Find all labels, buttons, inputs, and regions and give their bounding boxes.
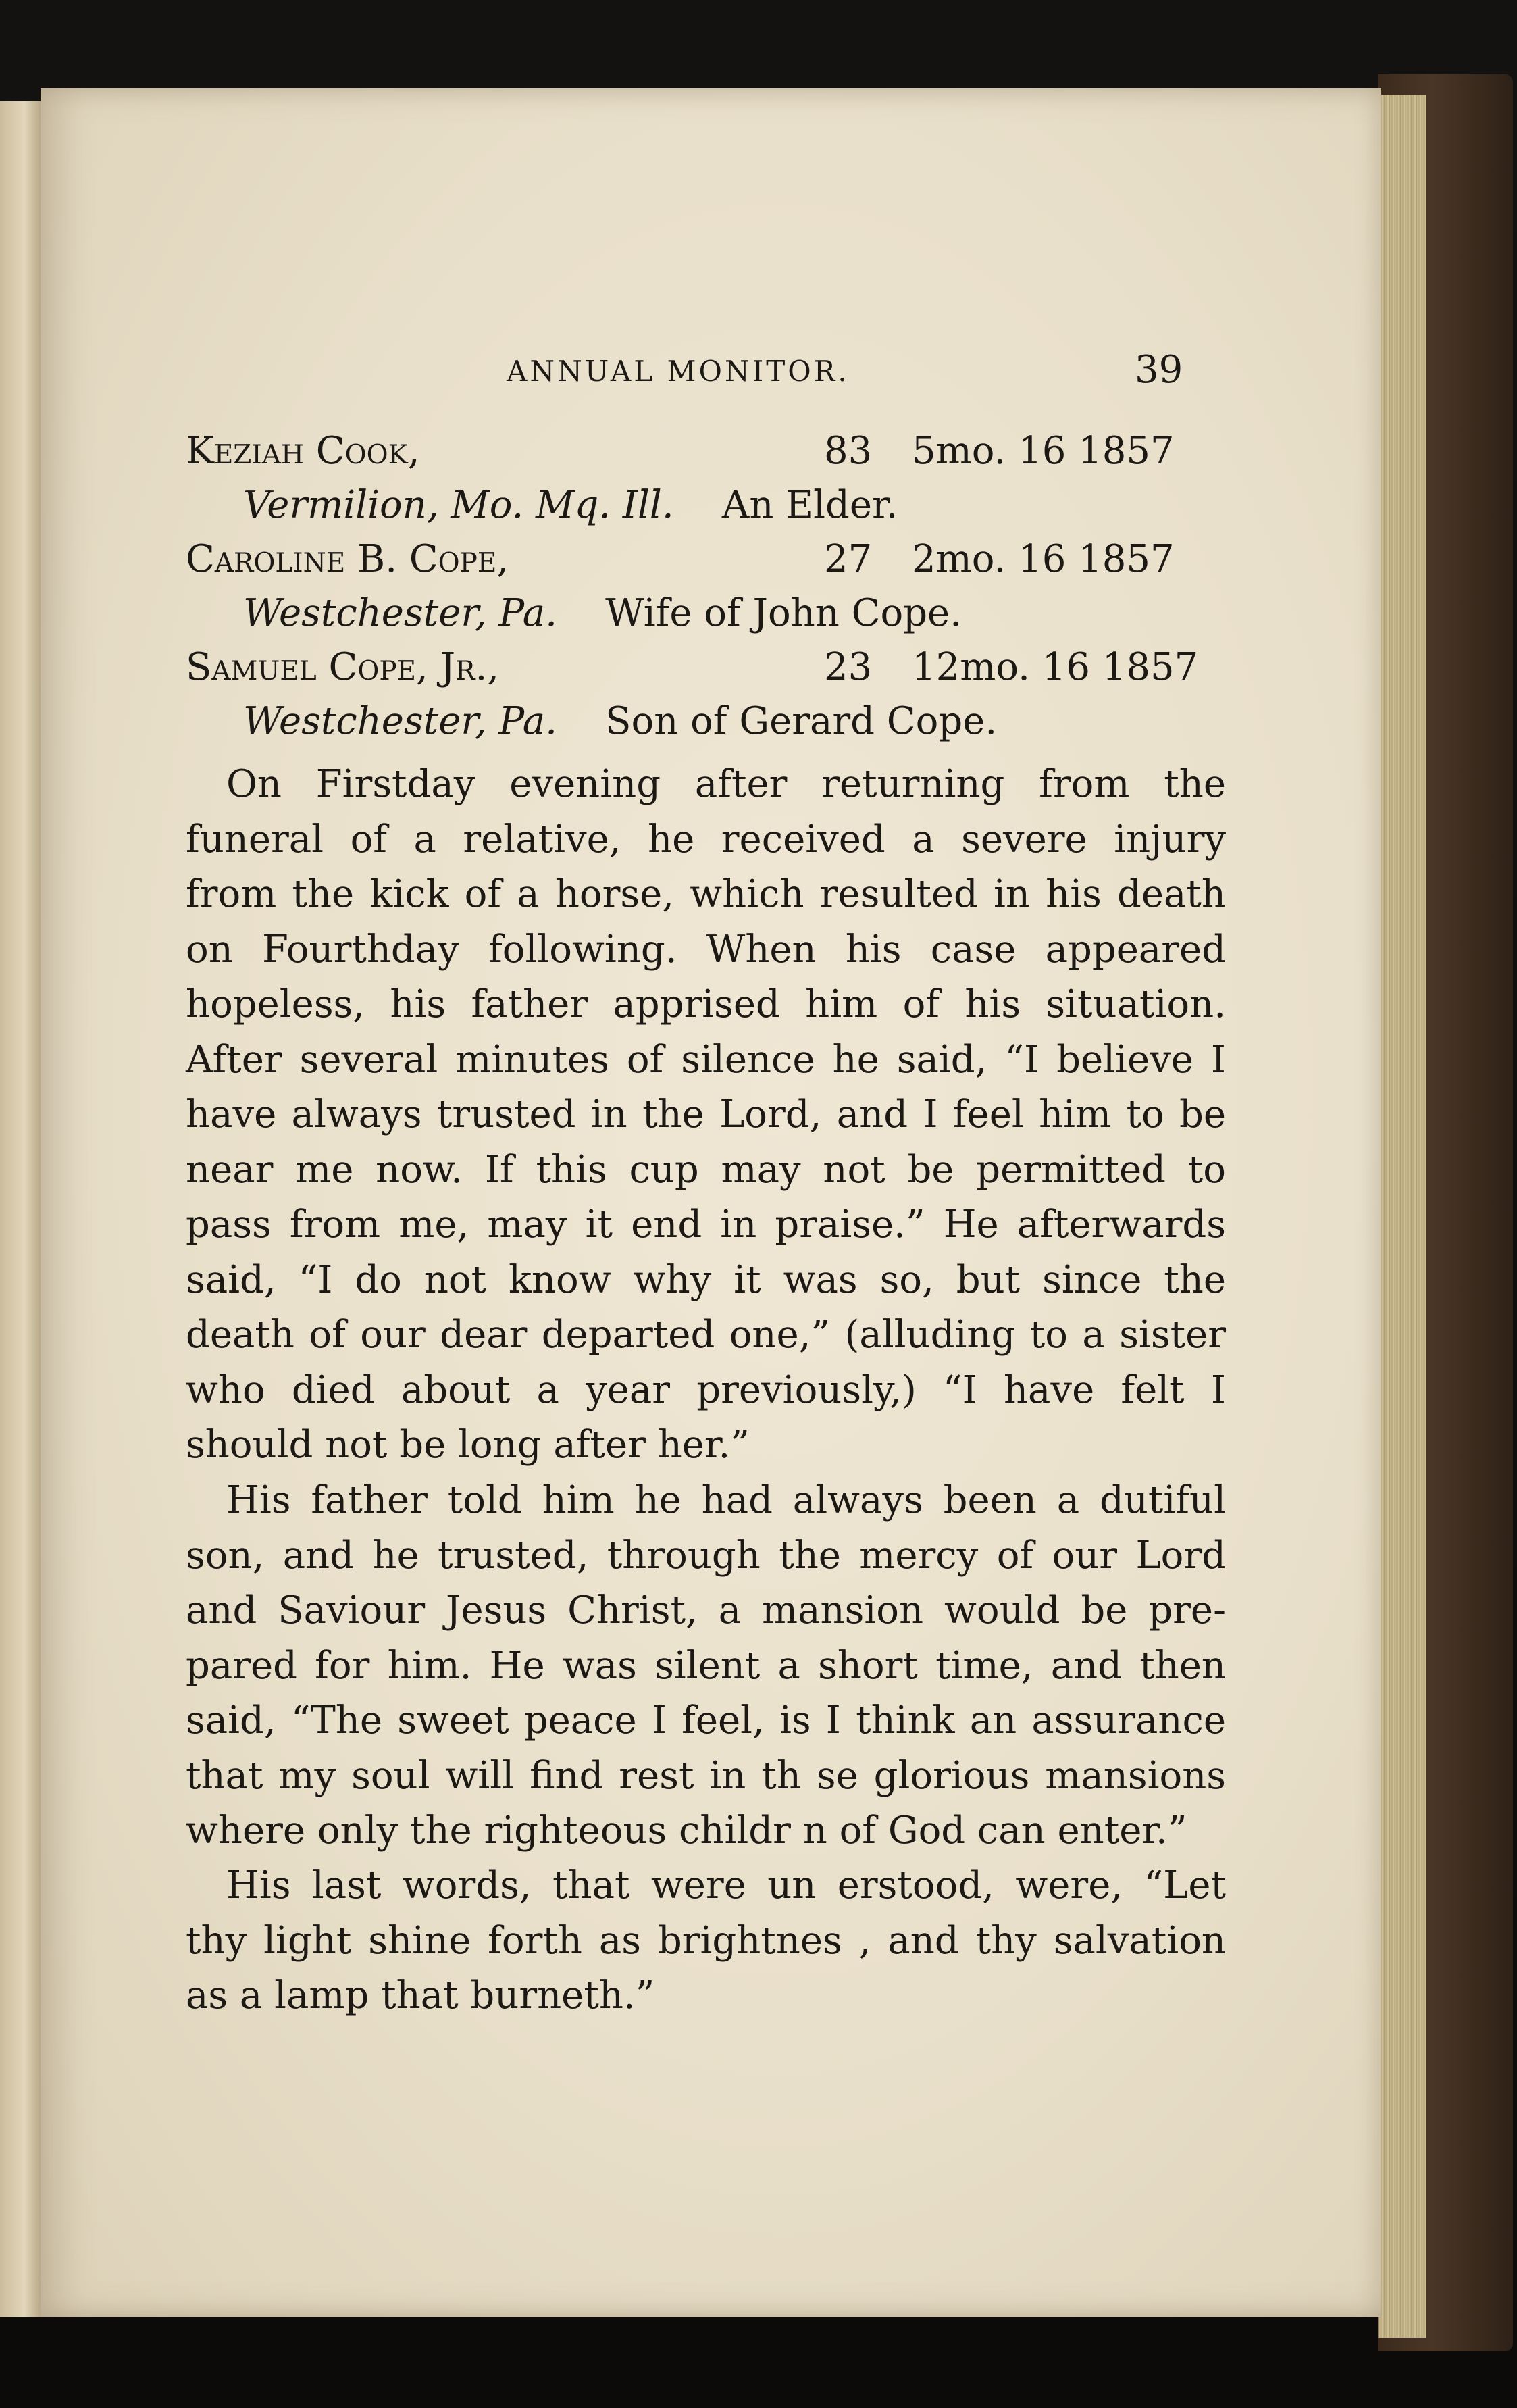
text-line: hopeless, his father apprised him of his situation.	[186, 982, 1226, 1026]
entry-name: Caroline B. Cope,	[186, 537, 509, 581]
text-line: pass from me, may it end in praise.” He afterwards	[186, 1203, 1226, 1247]
text-line: son, and he trusted, through the mercy of our Lord	[186, 1533, 1226, 1578]
entry-note: Wife of John Cope.	[605, 591, 962, 635]
entry-name: Keziah Cook,	[186, 429, 420, 473]
text-line: near me now. If this cup may not be permitted to	[186, 1147, 1226, 1192]
text-line: funeral of a relative, he received a severe injury	[186, 817, 1226, 861]
text-line: on Fourthday following. When his case appeared	[186, 927, 1226, 972]
entry-age: 27	[824, 537, 873, 581]
text-line: who died about a year previously,) “I have felt I	[186, 1368, 1226, 1412]
paragraph	[186, 1858, 1226, 2024]
text-line: pared for him. He was silent a short time, and then	[186, 1643, 1226, 1688]
entry-place: Westchester, Pa.	[243, 591, 557, 635]
entry-place: Westchester, Pa.	[243, 699, 557, 743]
book-page	[41, 88, 1381, 2317]
text-line: should not be long after her.”	[186, 1423, 750, 1467]
entry-date: 2mo. 16 1857	[912, 537, 1175, 581]
entry-place: Vermilion, Mo. Mq. Ill.	[243, 483, 674, 527]
entry-age: 83	[824, 429, 873, 473]
text-line: His last words, that were un erstood, were, “Let	[226, 1863, 1226, 1907]
text-line: death of our dear departed one,” (alluding to a sister	[186, 1313, 1226, 1357]
entry-note: An Elder.	[721, 483, 898, 527]
entry-place-line	[243, 483, 898, 527]
text-line: and Saviour Jesus Christ, a mansion would be pre-	[186, 1588, 1226, 1632]
entry-date: 5mo. 16 1857	[912, 429, 1175, 473]
paragraph	[186, 1473, 1226, 1859]
text-line: have always trusted in the Lord, and I feel him to be	[186, 1093, 1226, 1136]
page-number: 39	[1135, 348, 1183, 392]
left-page-edge	[0, 101, 42, 2317]
text-line: On Firstday evening after returning from the	[226, 762, 1226, 806]
running-head: ANNUAL MONITOR.	[507, 355, 850, 388]
text-line: His father told him he had always been a dutiful	[226, 1478, 1226, 1522]
text-line: After several minutes of silence he said, “I believe I	[186, 1037, 1226, 1082]
entry-age: 23	[824, 645, 873, 689]
text-line: from the kick of a horse, which resulted in his death	[186, 872, 1226, 916]
text-line: where only the righteous childr n of God can enter.”	[186, 1809, 1187, 1853]
text-line: said, “The sweet peace I feel, is I think an assurance	[186, 1699, 1226, 1742]
text-line: thy light shine forth as brightnes , and thy salvation	[186, 1918, 1226, 1963]
text-line: as a lamp that burneth.”	[186, 1974, 655, 2017]
text-line: said, “I do not know why it was so, but since the	[186, 1257, 1226, 1302]
entry-name: Samuel Cope, Jr.,	[186, 645, 500, 689]
entry-note: Son of Gerard Cope.	[605, 699, 998, 743]
entry-date: 12mo. 16 1857	[912, 645, 1199, 689]
page-stack-edge	[1378, 95, 1426, 2338]
entry-place-line	[243, 591, 962, 635]
page-text	[41, 88, 1381, 2317]
entry-place-line	[243, 699, 997, 743]
text-line: that my soul will find rest in th se glorious mansions	[186, 1753, 1226, 1798]
paragraph	[186, 757, 1226, 1473]
